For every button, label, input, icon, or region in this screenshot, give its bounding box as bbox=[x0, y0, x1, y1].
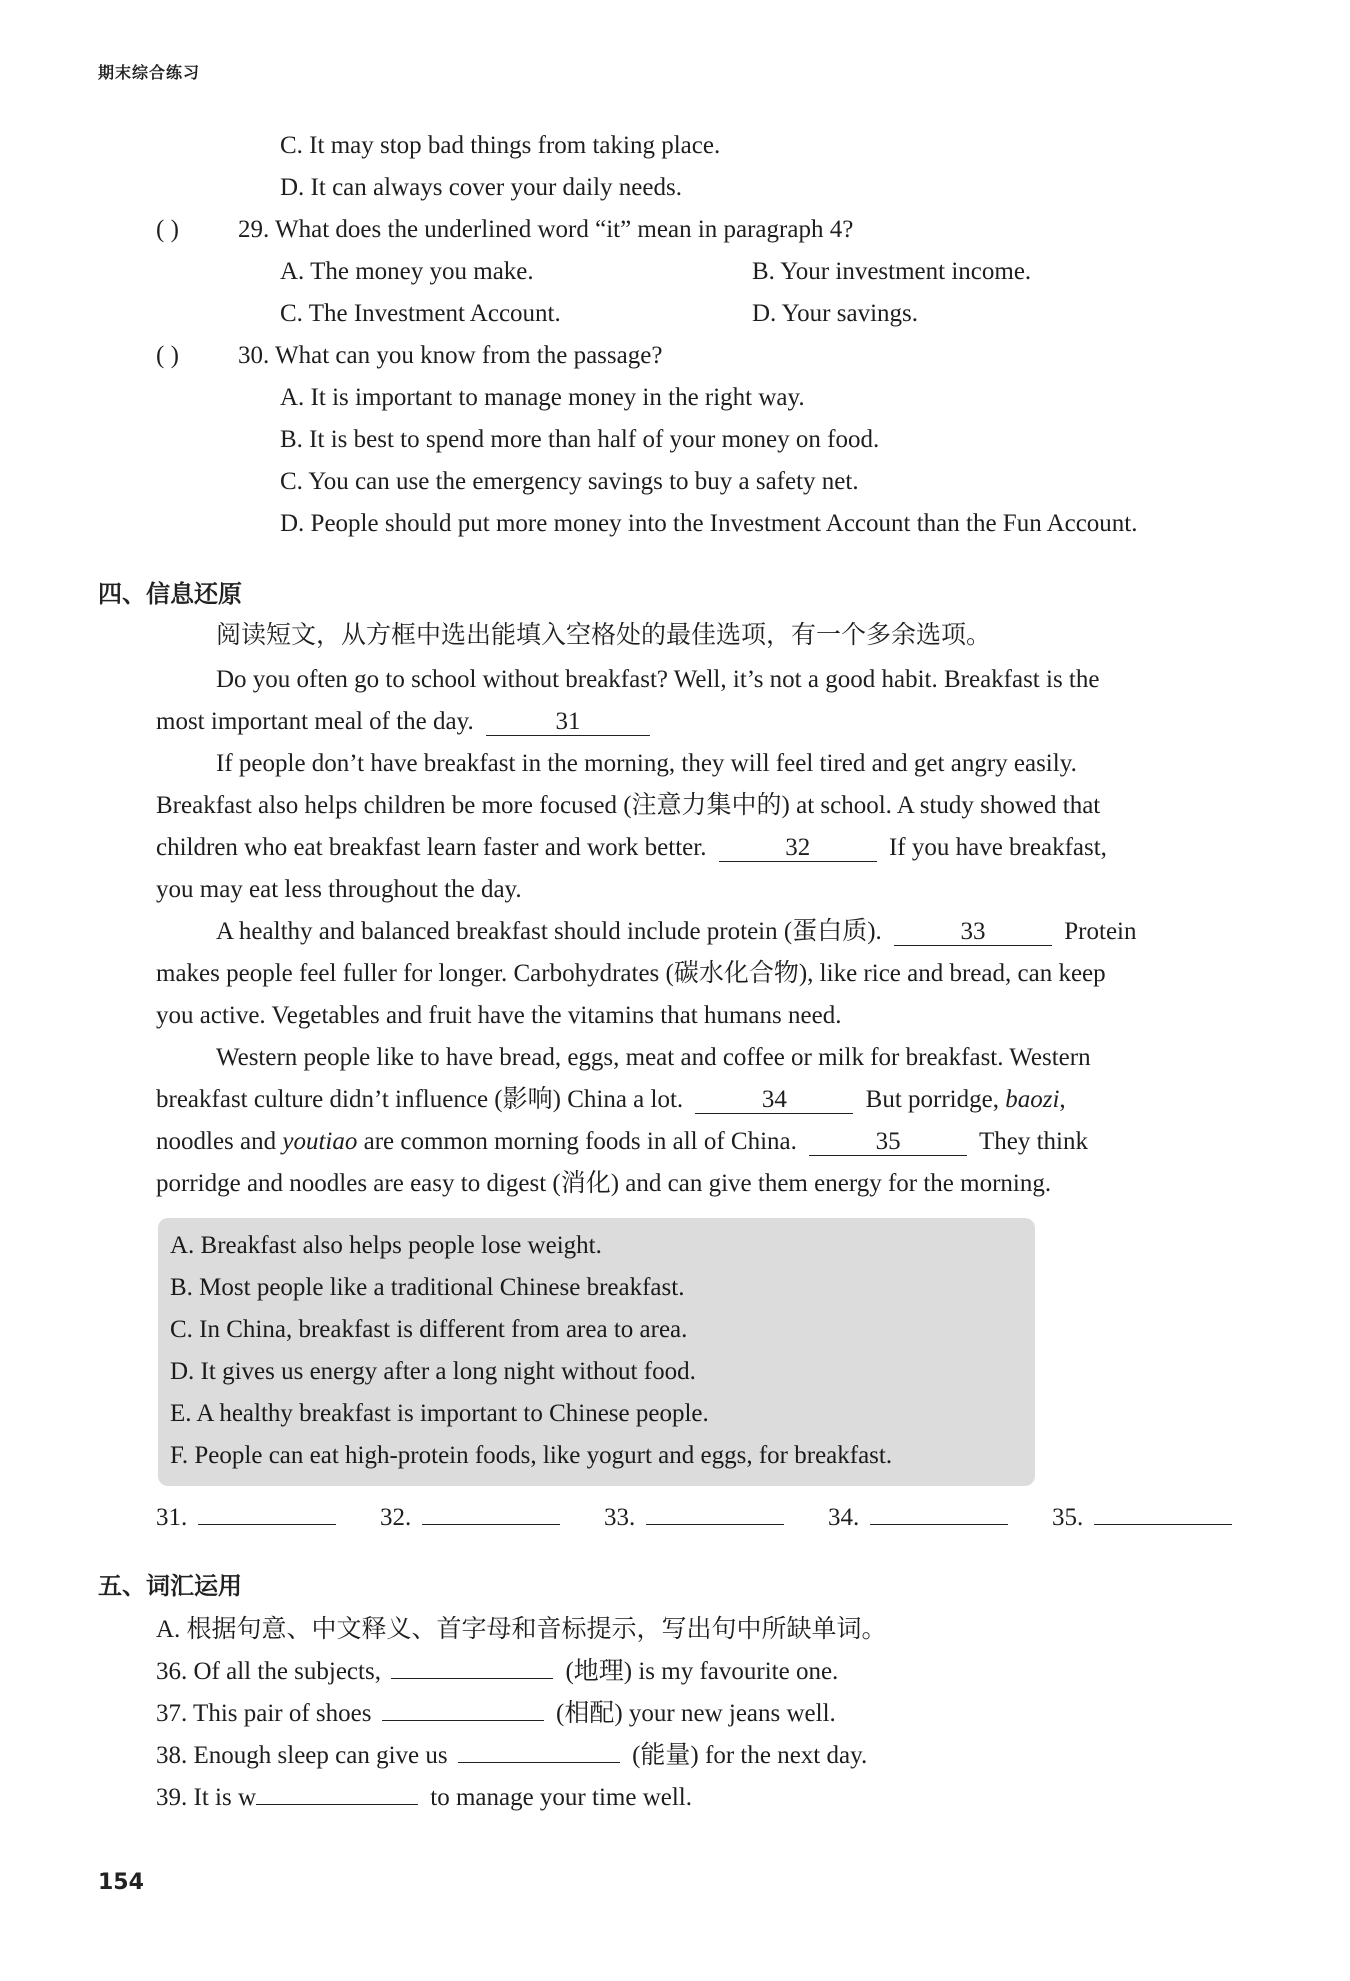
q39-text: 39. It is w bbox=[156, 1784, 256, 1811]
para2-line2: Breakfast also helps children be more focused (注意力集中的) at school. A study showed that bbox=[156, 792, 1101, 819]
q30-option-d: D. People should put more money into the Investment Account than the Fun Account. bbox=[280, 510, 1138, 537]
q30-answer-bracket[interactable]: ( ) bbox=[156, 342, 179, 369]
para4-line3-youtiao: youtiao bbox=[282, 1128, 358, 1155]
para1-line2 bbox=[156, 706, 650, 738]
q36-text: 36. Of all the subjects, bbox=[156, 1658, 381, 1685]
answer-32-blank[interactable] bbox=[422, 1524, 560, 1525]
answer-35-blank[interactable] bbox=[1094, 1524, 1232, 1525]
q30-option-c: C. You can use the emergency savings to buy a safety net. bbox=[280, 468, 859, 495]
q38-text: 38. Enough sleep can give us bbox=[156, 1742, 448, 1769]
para4-line1: Western people like to have bread, eggs, meat and coffee or milk for breakfast. Western bbox=[216, 1044, 1091, 1071]
option-e: E. A healthy breakfast is important to Chinese people. bbox=[170, 1400, 709, 1427]
para4-line2 bbox=[156, 1084, 1066, 1116]
page-header: 期末综合练习 bbox=[98, 63, 201, 82]
para1-line2-text: most important meal of the day. bbox=[156, 708, 474, 735]
answer-33-blank[interactable] bbox=[646, 1524, 784, 1525]
answer-35 bbox=[1052, 1502, 1232, 1534]
answer-34-blank[interactable] bbox=[870, 1524, 1008, 1525]
para4-line2-baozi: baozi bbox=[1005, 1086, 1060, 1113]
q29-option-b: B. Your investment income. bbox=[752, 258, 1032, 285]
para4-line2-comma: , bbox=[1059, 1086, 1066, 1113]
para4-line3-text: noodles and bbox=[156, 1128, 277, 1155]
blank-32[interactable]: 32 bbox=[719, 835, 877, 862]
answer-34 bbox=[828, 1502, 1008, 1534]
q29-answer-bracket[interactable]: ( ) bbox=[156, 216, 179, 243]
answer-32 bbox=[380, 1502, 560, 1534]
para4-line2-tail: But porridge, bbox=[865, 1086, 999, 1113]
q36-tail: (地理) is my favourite one. bbox=[565, 1658, 839, 1685]
q29-stem: 29. What does the underlined word “it” mean in paragraph 4? bbox=[238, 216, 854, 243]
answer-31-blank[interactable] bbox=[198, 1524, 336, 1525]
q39-blank[interactable] bbox=[256, 1804, 418, 1805]
para4-line3 bbox=[156, 1126, 1088, 1158]
q28-option-c: C. It may stop bad things from taking place. bbox=[280, 132, 721, 159]
q38-blank[interactable] bbox=[458, 1762, 620, 1763]
para3-line1-text: A healthy and balanced breakfast should include protein (蛋白质). bbox=[216, 918, 882, 945]
q29-option-c: C. The Investment Account. bbox=[280, 300, 561, 327]
section-4-title: 四、信息还原 bbox=[98, 580, 242, 608]
page-number: 154 bbox=[98, 1870, 144, 1895]
para4-line3-mid: are common morning foods in all of China. bbox=[363, 1128, 797, 1155]
q28-option-d: D. It can always cover your daily needs. bbox=[280, 174, 682, 201]
para2-line3-text: children who eat breakfast learn faster and work better. bbox=[156, 834, 707, 861]
para3-line3: you active. Vegetables and fruit have the vitamins that humans need. bbox=[156, 1002, 842, 1029]
section-5-title: 五、词汇运用 bbox=[98, 1572, 242, 1600]
option-b: B. Most people like a traditional Chinese breakfast. bbox=[170, 1274, 685, 1301]
q37 bbox=[156, 1698, 836, 1730]
q30-option-b: B. It is best to spend more than half of your money on food. bbox=[280, 426, 880, 453]
section-5-instruction: A. 根据句意、中文释义、首字母和音标提示，写出句中所缺单词。 bbox=[156, 1616, 887, 1643]
answer-33 bbox=[604, 1502, 784, 1534]
para2-line3 bbox=[156, 832, 1107, 864]
q37-blank[interactable] bbox=[382, 1720, 544, 1721]
option-f: F. People can eat high-protein foods, like yogurt and eggs, for breakfast. bbox=[170, 1442, 893, 1469]
para3-line2: makes people feel fuller for longer. Carbohydrates (碳水化合物), like rice and bread, can keep bbox=[156, 960, 1106, 987]
option-c: C. In China, breakfast is different from area to area. bbox=[170, 1316, 688, 1343]
section-4-instruction: 阅读短文，从方框中选出能填入空格处的最佳选项，有一个多余选项。 bbox=[216, 622, 992, 649]
q38-tail: (能量) for the next day. bbox=[632, 1742, 868, 1769]
q30-stem: 30. What can you know from the passage? bbox=[238, 342, 663, 369]
para4-line4: porridge and noodles are easy to digest (消化) and can give them energy for the morning. bbox=[156, 1170, 1052, 1197]
q36 bbox=[156, 1656, 838, 1688]
answer-32-label: 32. bbox=[380, 1504, 412, 1531]
para4-line3-tail: They think bbox=[978, 1128, 1088, 1155]
q38 bbox=[156, 1740, 867, 1772]
q30-option-a: A. It is important to manage money in the right way. bbox=[280, 384, 805, 411]
para4-line2-text: breakfast culture didn’t influence (影响) China a lot. bbox=[156, 1086, 684, 1113]
option-a: A. Breakfast also helps people lose weight. bbox=[170, 1232, 602, 1259]
option-d: D. It gives us energy after a long night without food. bbox=[170, 1358, 696, 1385]
q29-option-d: D. Your savings. bbox=[752, 300, 919, 327]
q36-blank[interactable] bbox=[391, 1678, 553, 1679]
blank-33[interactable]: 33 bbox=[894, 919, 1052, 946]
answer-31-label: 31. bbox=[156, 1504, 188, 1531]
para2-line1: If people don’t have breakfast in the morning, they will feel tired and get angry easily. bbox=[216, 750, 1077, 777]
answer-34-label: 34. bbox=[828, 1504, 860, 1531]
para1-line1: Do you often go to school without breakfast? Well, it’s not a good habit. Breakfast is the bbox=[216, 666, 1100, 693]
blank-31[interactable]: 31 bbox=[486, 709, 650, 736]
q37-text: 37. This pair of shoes bbox=[156, 1700, 372, 1727]
q29-option-a: A. The money you make. bbox=[280, 258, 534, 285]
q39 bbox=[156, 1782, 692, 1814]
answer-31 bbox=[156, 1502, 336, 1534]
answer-35-label: 35. bbox=[1052, 1504, 1084, 1531]
answer-33-label: 33. bbox=[604, 1504, 636, 1531]
q39-tail: to manage your time well. bbox=[430, 1784, 692, 1811]
para3-line1 bbox=[216, 916, 1137, 948]
para2-line4: you may eat less throughout the day. bbox=[156, 876, 522, 903]
q37-tail: (相配) your new jeans well. bbox=[556, 1700, 836, 1727]
blank-34[interactable]: 34 bbox=[695, 1087, 853, 1114]
blank-35[interactable]: 35 bbox=[809, 1129, 967, 1156]
para2-line3-tail: If you have breakfast, bbox=[888, 834, 1107, 861]
para3-line1-tail: Protein bbox=[1064, 918, 1137, 945]
